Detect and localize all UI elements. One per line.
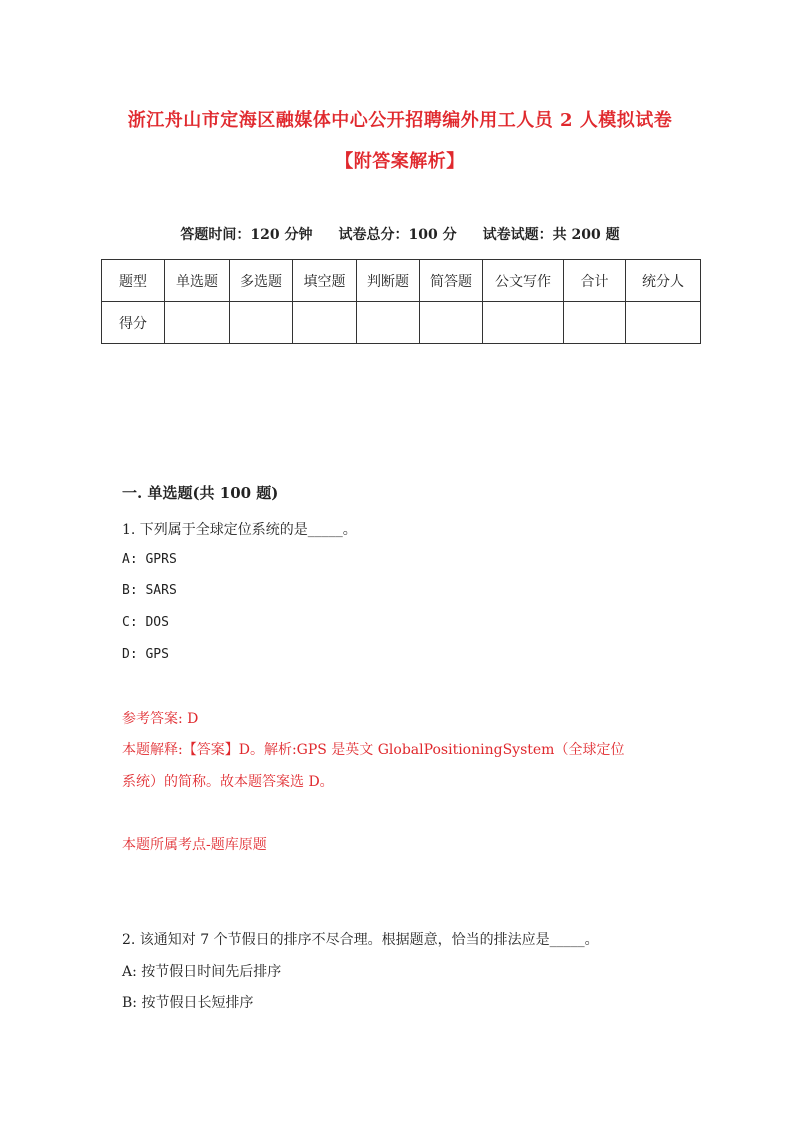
score-table-header-row [102,260,701,302]
score-table-score-row [102,302,701,344]
score-cell [564,302,626,344]
exam-total-score: 试卷总分：100 分 [338,227,457,243]
question-1-option-a: A: GPRS [122,552,177,567]
question-1-stem: 1. 下列属于全球定位系统的是_____。 [122,522,357,538]
question-2-option-b: B: 按节假日长短排序 [122,995,254,1011]
score-table-header-cell: 简答题 [420,260,483,302]
score-cell [626,302,701,344]
question-2-stem: 2. 该通知对 7 个节假日的排序不尽合理。根据题意，恰当的排法应是_____。 [122,932,599,948]
score-cell [293,302,357,344]
question-1-answer: 参考答案: D [122,711,199,727]
score-table-header-cell: 判断题 [357,260,420,302]
exam-title: 浙江舟山市定海区融媒体中心公开招聘编外用工人员 2 人模拟试卷 [127,110,673,131]
score-table-header-cell: 公文写作 [483,260,564,302]
score-table [101,259,701,344]
score-table-header-cell: 填空题 [293,260,357,302]
question-1-explanation-line2: 系统）的简称。故本题答案选 D。 [122,774,334,790]
score-table-header-cell: 多选题 [230,260,293,302]
score-cell [483,302,564,344]
question-2-option-a: A: 按节假日时间先后排序 [122,964,282,980]
score-row-label: 得分 [102,302,165,344]
score-table-header-cell: 合计 [564,260,626,302]
score-table-header-cell: 单选题 [165,260,230,302]
score-cell [357,302,420,344]
score-table-header-cell: 题型 [102,260,165,302]
section-title: 一. 单选题(共 100 题) [122,484,279,502]
exam-subtitle: 【附答案解析】 [335,151,465,172]
question-1-option-d: D: GPS [122,647,169,662]
score-cell [230,302,293,344]
exam-time: 答题时间：120 分钟 [180,227,313,243]
score-cell [420,302,483,344]
question-1-source: 本题所属考点-题库原题 [122,837,267,853]
question-1-option-b: B: SARS [122,583,177,598]
score-cell [165,302,230,344]
exam-meta [0,224,800,244]
question-1-option-c: C: DOS [122,615,169,630]
score-table-header-cell: 统分人 [626,260,701,302]
question-1-explanation-line1: 本题解释:【答案】D。解析:GPS 是英文 GlobalPositioningSystem（全球定位 [122,742,625,758]
exam-question-count: 试卷试题：共 200 题 [482,227,620,243]
